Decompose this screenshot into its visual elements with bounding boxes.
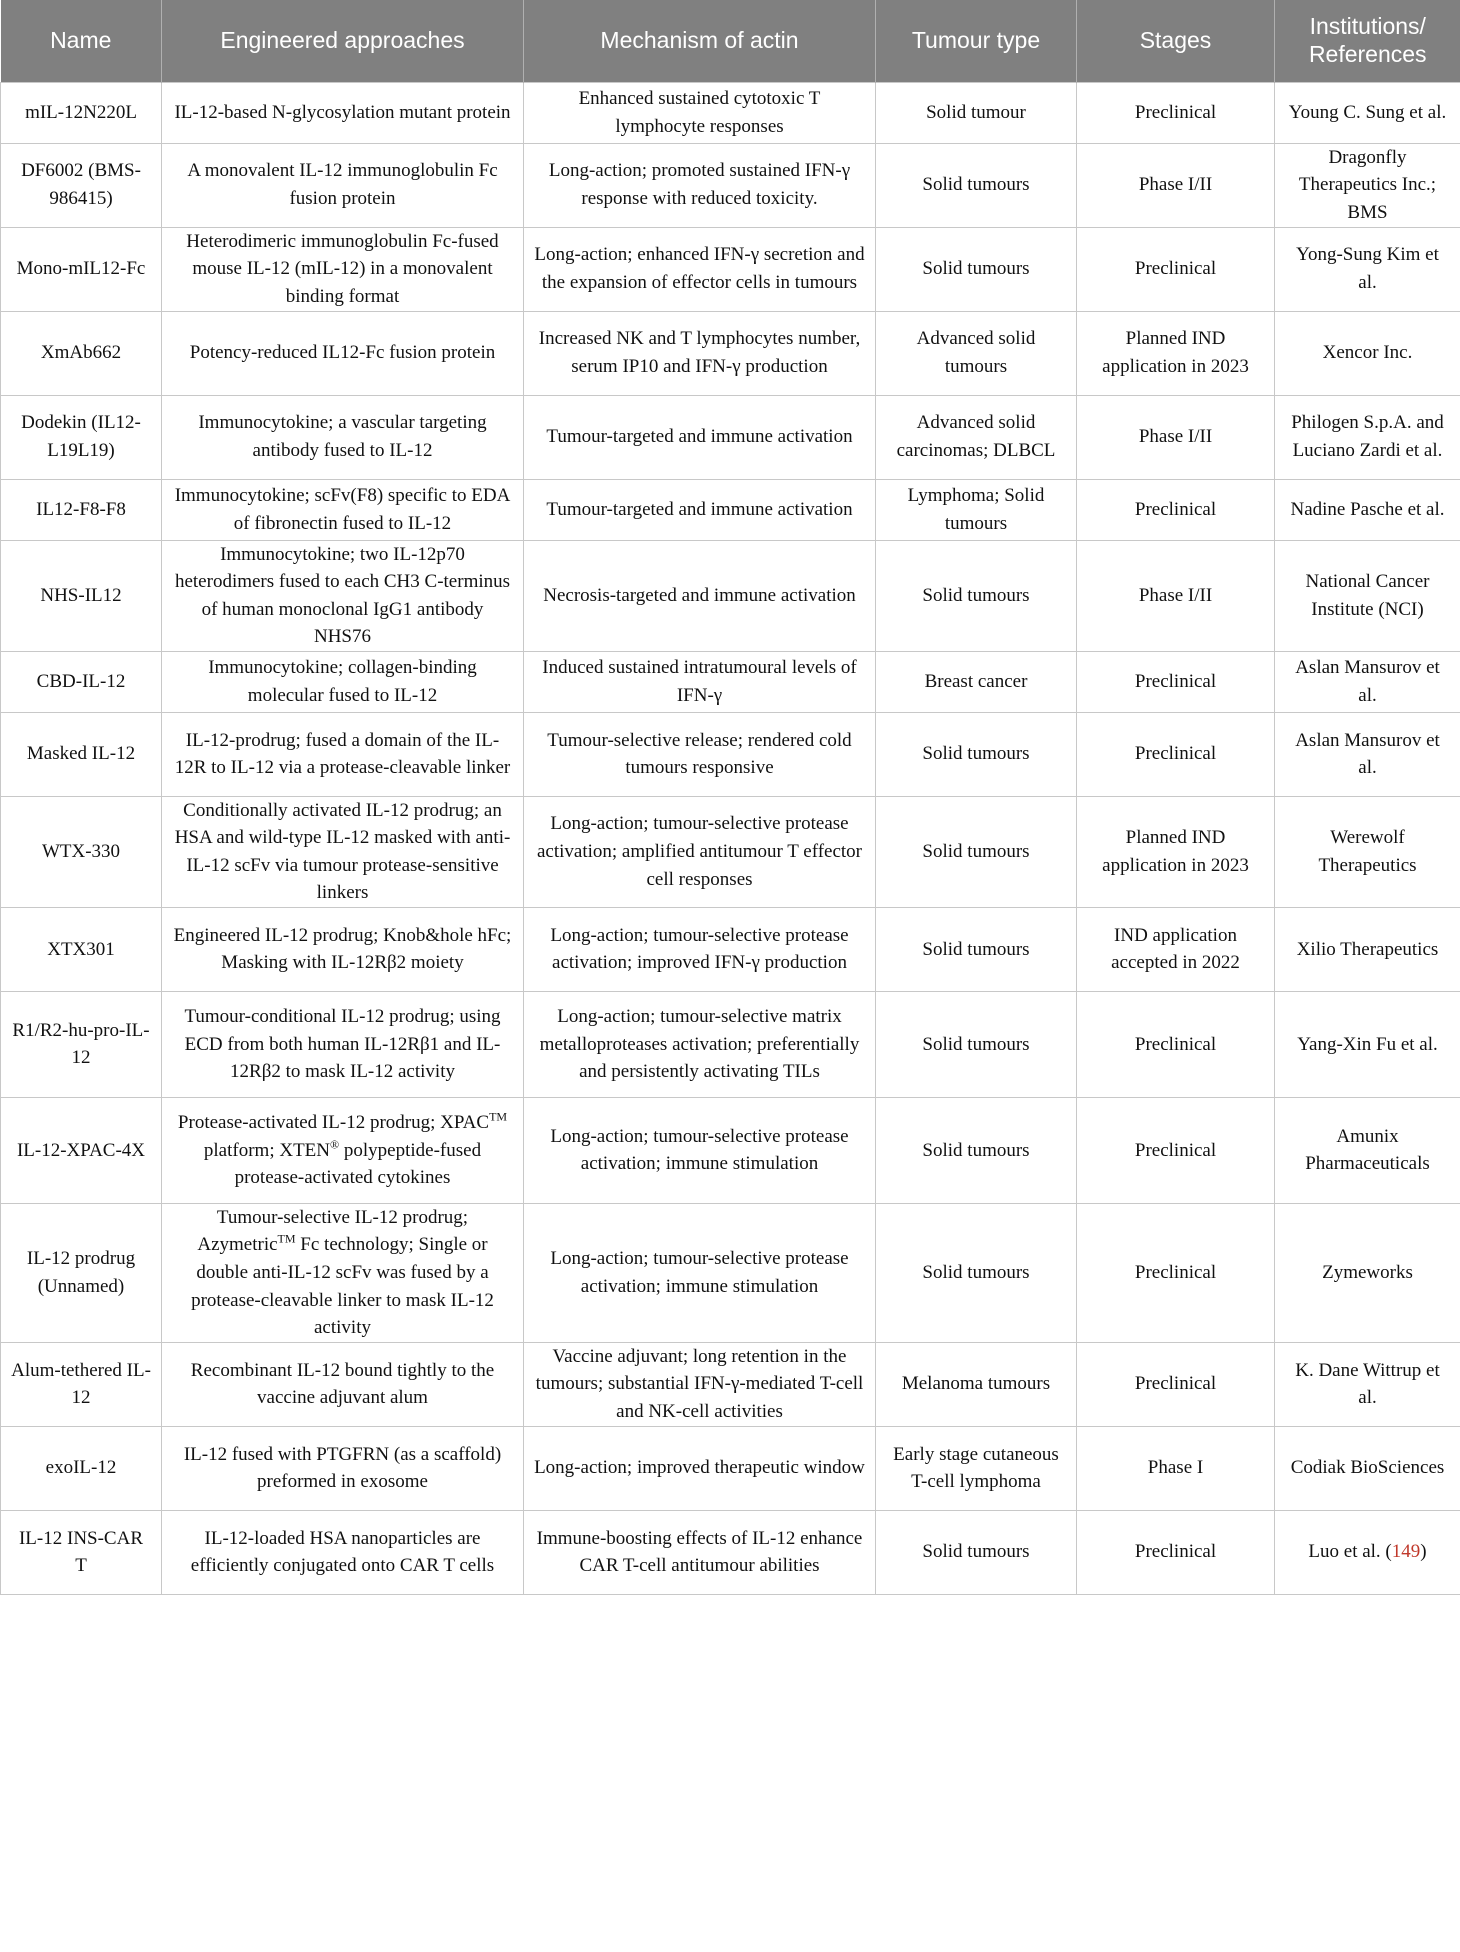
header-engineered-approaches: Engineered approaches: [162, 0, 524, 82]
cell-stage: Phase I/II: [1077, 143, 1275, 227]
cell-mechanism: Long-action; enhanced IFN-γ secretion and the expansion of effector cells in tumours: [524, 227, 876, 311]
cell-tumour-type: Solid tumours: [876, 907, 1077, 991]
cell-mechanism: Tumour-targeted and immune activation: [524, 395, 876, 479]
table-row: [1, 651, 1460, 712]
table-row: [1, 1097, 1460, 1203]
cell-mechanism: Long-action; tumour-selective matrix metalloproteases activation; preferentially and persistently activating TILs: [524, 991, 876, 1097]
cell-tumour-type: Solid tumours: [876, 796, 1077, 907]
cell-tumour-type: Lymphoma; Solid tumours: [876, 479, 1077, 540]
cell-institution: Philogen S.p.A. and Luciano Zardi et al.: [1275, 395, 1460, 479]
cell-name: mIL-12N220L: [1, 82, 162, 143]
superscript-mark: ®: [330, 1137, 340, 1152]
cell-tumour-type: Advanced solid carcinomas; DLBCL: [876, 395, 1077, 479]
cell-institution: [1275, 1510, 1460, 1594]
cell-tumour-type: Solid tumours: [876, 143, 1077, 227]
cell-engineered-approach: IL-12-based N-glycosylation mutant protein: [162, 82, 524, 143]
cell-tumour-type: Solid tumours: [876, 1203, 1077, 1342]
text-fragment: platform; XTEN: [203, 1139, 331, 1161]
cell-stage: Planned IND application in 2023: [1077, 796, 1275, 907]
cell-stage: Phase I: [1077, 1426, 1275, 1510]
cell-engineered-approach: Recombinant IL-12 bound tightly to the vaccine adjuvant alum: [162, 1342, 524, 1426]
cell-name: Dodekin (IL12-L19L19): [1, 395, 162, 479]
cell-name: XmAb662: [1, 311, 162, 395]
cell-institution: Aslan Mansurov et al.: [1275, 651, 1460, 712]
table-row: [1, 796, 1460, 907]
cell-name: IL12-F8-F8: [1, 479, 162, 540]
cell-name: Mono-mIL12-Fc: [1, 227, 162, 311]
cell-engineered-approach: Immunocytokine; a vascular targeting antibody fused to IL-12: [162, 395, 524, 479]
cell-institution: Werewolf Therapeutics: [1275, 796, 1460, 907]
cell-stage: Preclinical: [1077, 227, 1275, 311]
table-row: [1, 712, 1460, 796]
cell-engineered-approach: Potency-reduced IL12-Fc fusion protein: [162, 311, 524, 395]
cell-tumour-type: Breast cancer: [876, 651, 1077, 712]
cell-engineered-approach: [162, 1203, 524, 1342]
header-name: Name: [1, 0, 162, 82]
table-row: [1, 227, 1460, 311]
cell-mechanism: Long-action; tumour-selective protease activation; immune stimulation: [524, 1097, 876, 1203]
superscript-mark: TM: [489, 1109, 508, 1124]
cell-name: IL-12-XPAC-4X: [1, 1097, 162, 1203]
cell-name: exoIL-12: [1, 1426, 162, 1510]
cell-mechanism: Long-action; tumour-selective protease activation; amplified antitumour T effector cell responses: [524, 796, 876, 907]
text-fragment: Protease-activated IL-12 prodrug; XPAC: [177, 1112, 490, 1134]
table-row: [1, 143, 1460, 227]
cell-tumour-type: Solid tumour: [876, 82, 1077, 143]
table-row: [1, 1342, 1460, 1426]
header-stages: Stages: [1077, 0, 1275, 82]
table-row: [1, 1510, 1460, 1594]
header-institutions: Institutions/ References: [1275, 0, 1460, 82]
cell-name: R1/R2-hu-pro-IL-12: [1, 991, 162, 1097]
cell-mechanism: Tumour-selective release; rendered cold tumours responsive: [524, 712, 876, 796]
text-fragment: polypeptide-fused protease-activated cytokines: [234, 1139, 482, 1189]
cell-stage: Planned IND application in 2023: [1077, 311, 1275, 395]
header-mechanism: Mechanism of actin: [524, 0, 876, 82]
cell-engineered-approach: IL-12-prodrug; fused a domain of the IL-12R to IL-12 via a protease-cleavable linker: [162, 712, 524, 796]
cell-mechanism: Induced sustained intratumoural levels of IFN-γ: [524, 651, 876, 712]
cell-stage: Preclinical: [1077, 479, 1275, 540]
text-fragment: Luo et al. (: [1308, 1541, 1392, 1563]
cell-engineered-approach: Immunocytokine; collagen-binding molecular fused to IL-12: [162, 651, 524, 712]
cell-stage: Phase I/II: [1077, 395, 1275, 479]
cell-institution: Yang-Xin Fu et al.: [1275, 991, 1460, 1097]
cell-tumour-type: Solid tumours: [876, 1510, 1077, 1594]
cell-engineered-approach: Immunocytokine; two IL-12p70 heterodimers fused to each CH3 C-terminus of human monoclonal IgG1 antibody NHS76: [162, 540, 524, 651]
cell-stage: Preclinical: [1077, 1097, 1275, 1203]
table-row: [1, 82, 1460, 143]
cell-name: IL-12 prodrug (Unnamed): [1, 1203, 162, 1342]
cell-stage: Preclinical: [1077, 712, 1275, 796]
table-row: [1, 907, 1460, 991]
cell-institution: Zymeworks: [1275, 1203, 1460, 1342]
cell-institution: Dragonfly Therapeutics Inc.; BMS: [1275, 143, 1460, 227]
superscript-mark: TM: [277, 1232, 296, 1247]
cell-institution: Aslan Mansurov et al.: [1275, 712, 1460, 796]
cell-mechanism: Long-action; improved therapeutic window: [524, 1426, 876, 1510]
cell-stage: Preclinical: [1077, 651, 1275, 712]
cell-institution: Yong-Sung Kim et al.: [1275, 227, 1460, 311]
cell-institution: Young C. Sung et al.: [1275, 82, 1460, 143]
cell-institution: Amunix Pharmaceuticals: [1275, 1097, 1460, 1203]
reference-link[interactable]: 149: [1391, 1541, 1421, 1563]
cell-stage: IND application accepted in 2022: [1077, 907, 1275, 991]
cell-mechanism: Necrosis-targeted and immune activation: [524, 540, 876, 651]
header-row: [1, 0, 1460, 82]
cell-mechanism: Immune-boosting effects of IL-12 enhance CAR T-cell antitumour abilities: [524, 1510, 876, 1594]
cell-stage: Preclinical: [1077, 82, 1275, 143]
cell-mechanism: Long-action; tumour-selective protease activation; immune stimulation: [524, 1203, 876, 1342]
cell-mechanism: Long-action; promoted sustained IFN-γ response with reduced toxicity.: [524, 143, 876, 227]
cell-name: XTX301: [1, 907, 162, 991]
cell-engineered-approach: Engineered IL-12 prodrug; Knob&hole hFc; Masking with IL-12Rβ2 moiety: [162, 907, 524, 991]
cell-mechanism: Tumour-targeted and immune activation: [524, 479, 876, 540]
cell-name: NHS-IL12: [1, 540, 162, 651]
cell-tumour-type: Solid tumours: [876, 540, 1077, 651]
table-header: [1, 0, 1460, 82]
cell-engineered-approach: Tumour-conditional IL-12 prodrug; using ECD from both human IL-12Rβ1 and IL-12Rβ2 to mask IL-12 activity: [162, 991, 524, 1097]
text-fragment: Tumour-selective IL-12 prodrug; Azymetric: [197, 1206, 469, 1256]
cell-name: CBD-IL-12: [1, 651, 162, 712]
cell-tumour-type: Solid tumours: [876, 991, 1077, 1097]
cell-tumour-type: Solid tumours: [876, 712, 1077, 796]
cell-institution: K. Dane Wittrup et al.: [1275, 1342, 1460, 1426]
cell-tumour-type: Solid tumours: [876, 1097, 1077, 1203]
cell-engineered-approach: Immunocytokine; scFv(F8) specific to EDA of fibronectin fused to IL-12: [162, 479, 524, 540]
table-body: [1, 82, 1460, 1594]
cell-engineered-approach: IL-12 fused with PTGFRN (as a scaffold) preformed in exosome: [162, 1426, 524, 1510]
header-tumour-type: Tumour type: [876, 0, 1077, 82]
table-row: [1, 1203, 1460, 1342]
cell-name: WTX-330: [1, 796, 162, 907]
table-row: [1, 540, 1460, 651]
cell-mechanism: Enhanced sustained cytotoxic T lymphocyte responses: [524, 82, 876, 143]
cell-institution: Codiak BioSciences: [1275, 1426, 1460, 1510]
table-row: [1, 311, 1460, 395]
cell-name: IL-12 INS-CAR T: [1, 1510, 162, 1594]
cell-name: Masked IL-12: [1, 712, 162, 796]
cell-stage: Preclinical: [1077, 991, 1275, 1097]
cell-tumour-type: Early stage cutaneous T-cell lymphoma: [876, 1426, 1077, 1510]
cell-stage: Preclinical: [1077, 1510, 1275, 1594]
cell-tumour-type: Melanoma tumours: [876, 1342, 1077, 1426]
cell-tumour-type: Solid tumours: [876, 227, 1077, 311]
table-row: [1, 991, 1460, 1097]
cell-mechanism: Vaccine adjuvant; long retention in the tumours; substantial IFN-γ-mediated T-cell and NK-cell activities: [524, 1342, 876, 1426]
cell-tumour-type: Advanced solid tumours: [876, 311, 1077, 395]
cell-stage: Preclinical: [1077, 1342, 1275, 1426]
table-row: [1, 395, 1460, 479]
cell-mechanism: Long-action; tumour-selective protease activation; improved IFN-γ production: [524, 907, 876, 991]
cell-institution: Xencor Inc.: [1275, 311, 1460, 395]
cell-engineered-approach: [162, 1097, 524, 1203]
cell-institution: Nadine Pasche et al.: [1275, 479, 1460, 540]
cell-institution: Xilio Therapeutics: [1275, 907, 1460, 991]
cell-engineered-approach: A monovalent IL-12 immunoglobulin Fc fusion protein: [162, 143, 524, 227]
table-row: [1, 1426, 1460, 1510]
cell-mechanism: Increased NK and T lymphocytes number, serum IP10 and IFN-γ production: [524, 311, 876, 395]
cell-engineered-approach: Heterodimeric immunoglobulin Fc-fused mouse IL-12 (mIL-12) in a monovalent binding format: [162, 227, 524, 311]
cell-name: Alum-tethered IL-12: [1, 1342, 162, 1426]
text-fragment: ): [1420, 1541, 1427, 1563]
cell-stage: Preclinical: [1077, 1203, 1275, 1342]
cell-name: DF6002 (BMS-986415): [1, 143, 162, 227]
cell-engineered-approach: IL-12-loaded HSA nanoparticles are efficiently conjugated onto CAR T cells: [162, 1510, 524, 1594]
cell-engineered-approach: Conditionally activated IL-12 prodrug; an HSA and wild-type IL-12 masked with anti-IL-12 scFv via tumour protease-sensitive linkers: [162, 796, 524, 907]
cell-institution: National Cancer Institute (NCI): [1275, 540, 1460, 651]
table-row: [1, 479, 1460, 540]
cell-stage: Phase I/II: [1077, 540, 1275, 651]
text-fragment: Fc technology; Single or double anti-IL-12 scFv was fused by a protease-cleavable linker to mask IL-12 activity: [191, 1234, 494, 1339]
